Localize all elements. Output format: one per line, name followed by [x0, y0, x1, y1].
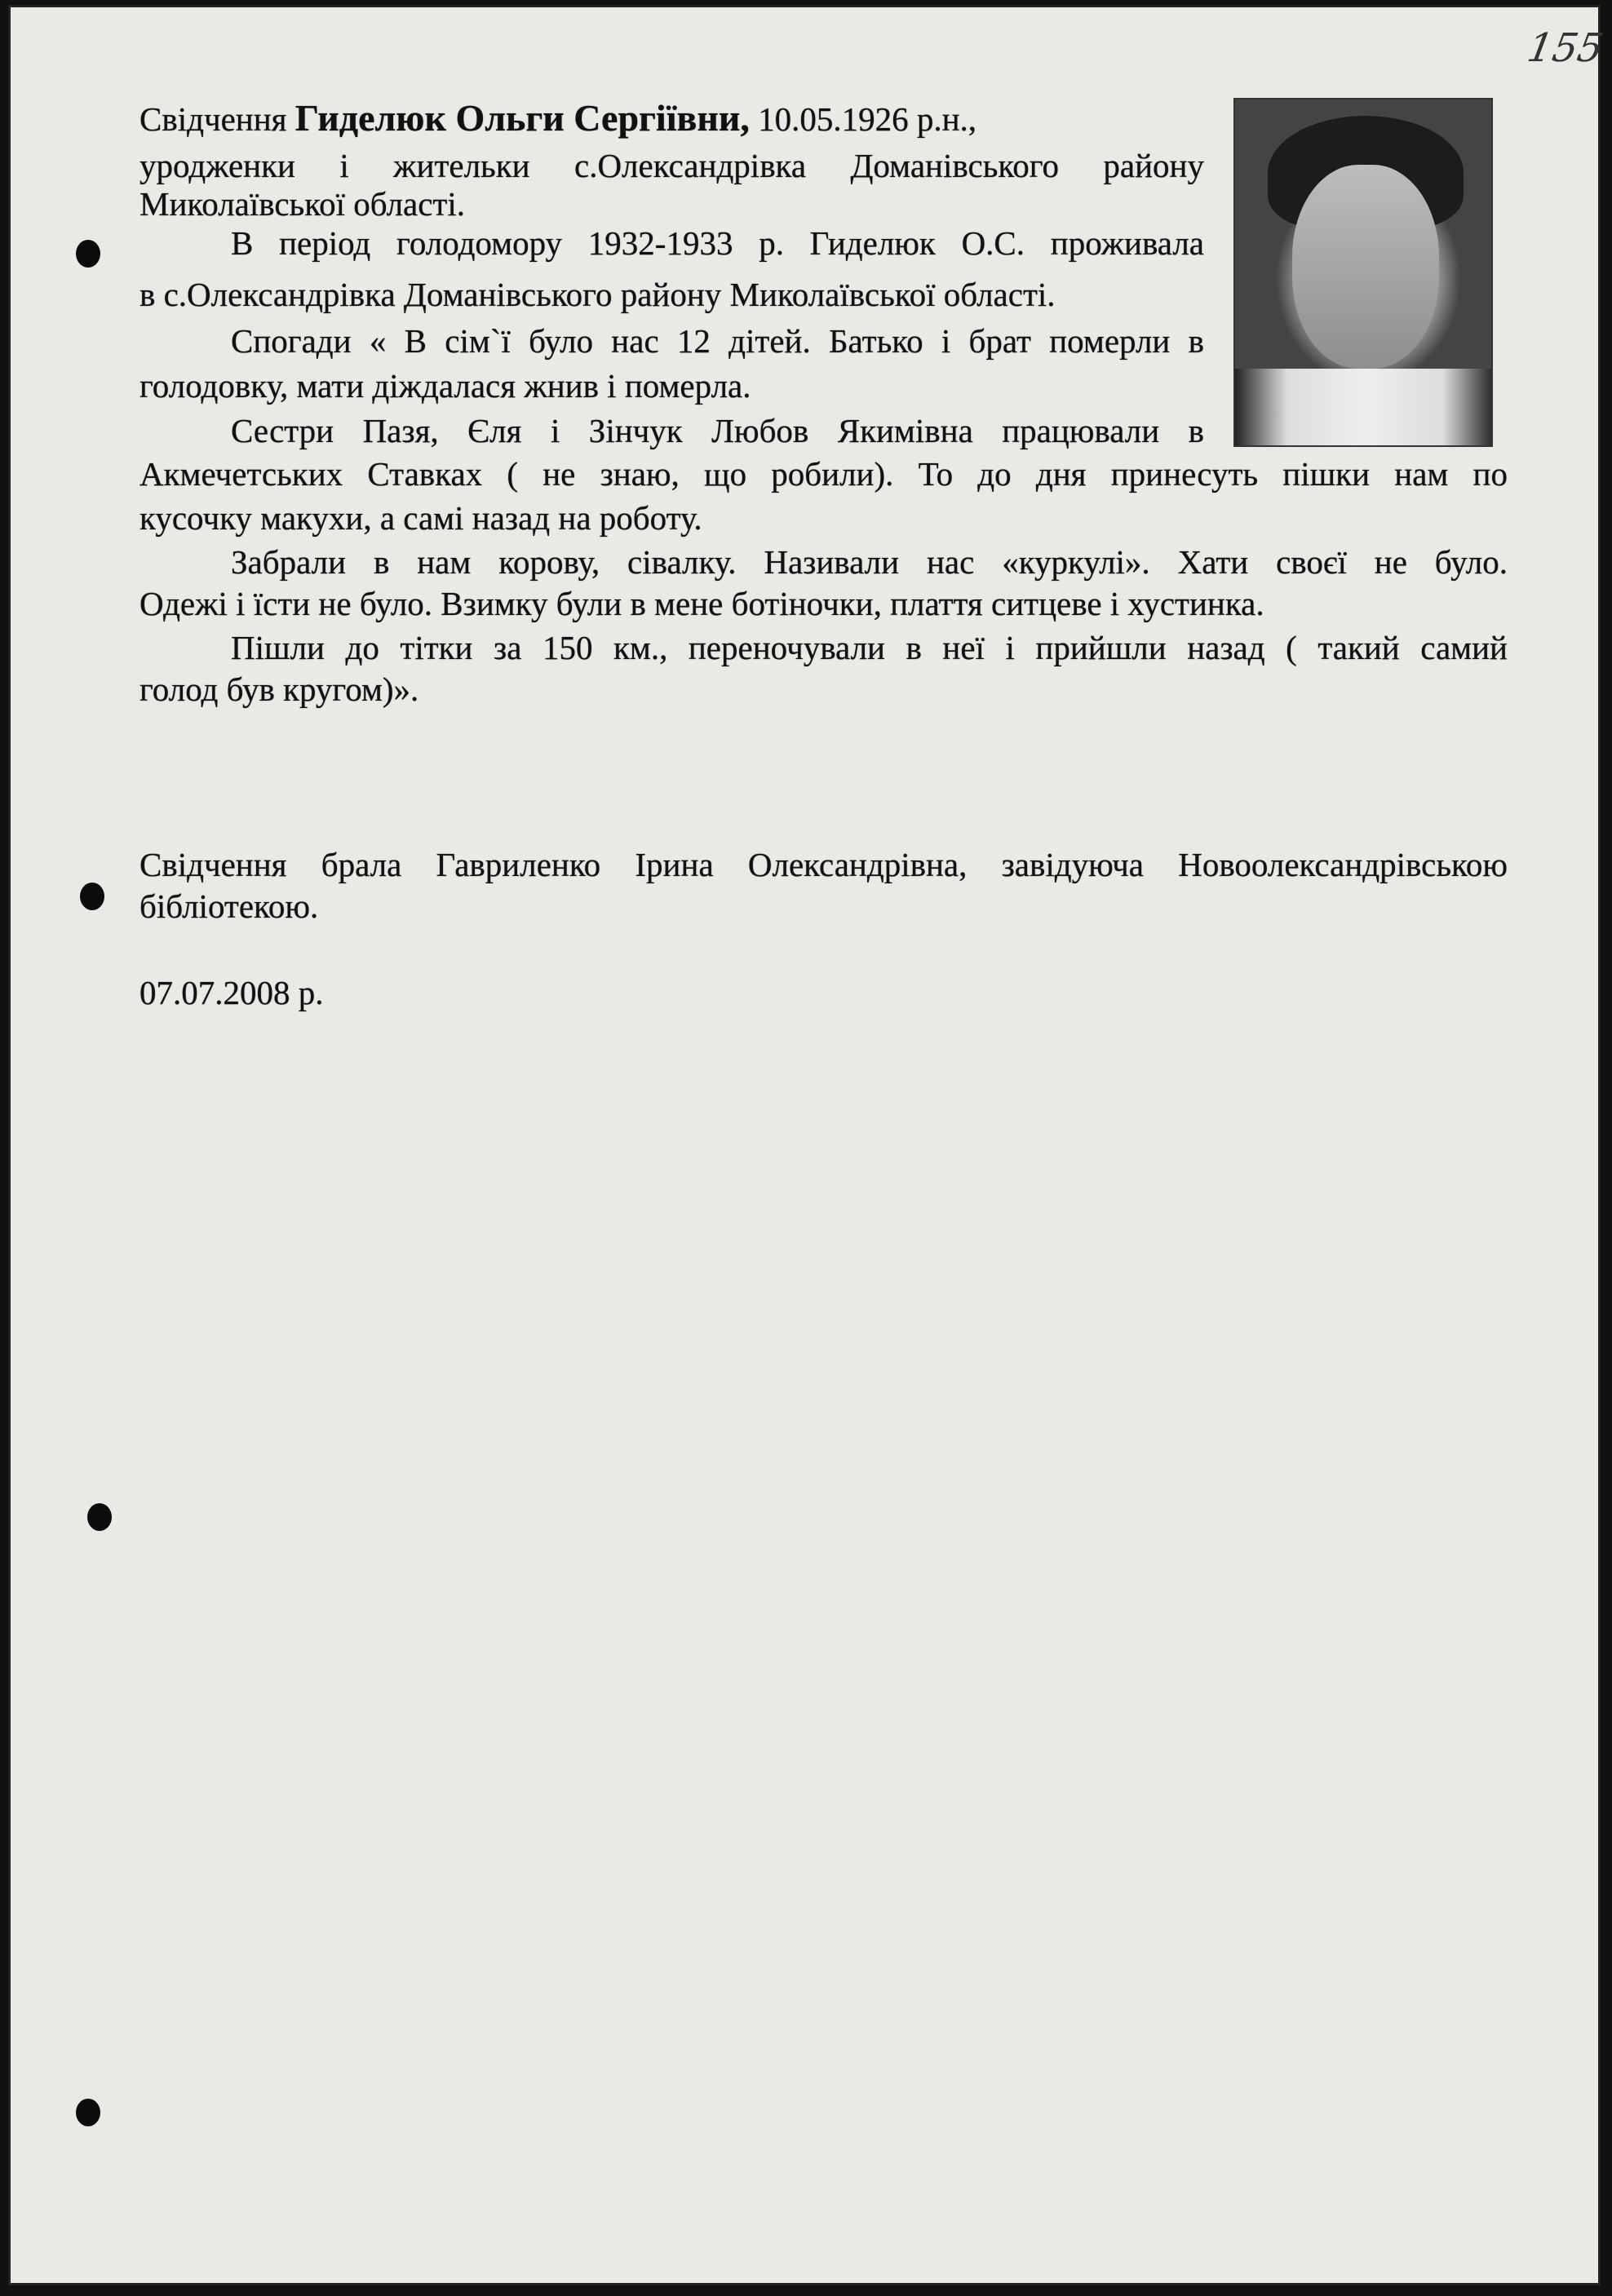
punch-hole [80, 883, 104, 910]
photo-face [1292, 165, 1439, 369]
text-line: уродженки і жительки с.Олександрівка Доманівського району [140, 147, 1204, 184]
photo-collar [1235, 369, 1493, 447]
text-line: в с.Олександрівка Доманівського району Миколаївської області. [140, 276, 1056, 313]
recorder-line: бібліотекою. [140, 887, 319, 925]
document-page [8, 5, 1607, 2285]
text-line: кусочку макухи, а самі назад на роботу. [140, 499, 702, 537]
witness-name: Гиделюк Ольги Сергіївни, [294, 97, 750, 139]
text-line: В період голодомору 1932-1933 р. Гиделюк О.С. проживала [231, 224, 1204, 262]
punch-hole [76, 240, 100, 268]
text-line: Акмечетських Ставках ( не знаю, що робили). То до дня принесуть пішки нам по [140, 455, 1508, 493]
punch-hole [76, 2099, 100, 2126]
text-line: Забрали в нам корову, сівалку. Називали нас «куркулі». Хати своєї не було. [231, 543, 1508, 581]
text-line: Спогади « В сім`ї було нас 12 дітей. Батько і брат померли в [231, 322, 1204, 360]
text-line: Пішли до тітки за 150 км., переночували в неї і прийшли назад ( такий самий [231, 629, 1508, 666]
heading-prefix: Свідчення [140, 100, 295, 138]
document-date: 07.07.2008 р. [140, 974, 324, 1011]
recorder-line: Свідчення брала Гавриленко Ірина Олександрівна, завідуюча Новоолександрівською [140, 846, 1508, 883]
text-line: Миколаївської області. [140, 185, 465, 223]
portrait-photo [1233, 98, 1493, 447]
testimony-heading [140, 99, 1204, 139]
text-line: голод був кругом)». [140, 670, 419, 708]
text-line: Сестри Пазя, Єля і Зінчук Любов Якимівна працювали в [231, 412, 1204, 449]
text-line: голодовку, мати діждалася жнив і померла. [140, 367, 751, 405]
punch-hole [87, 1503, 112, 1531]
text-line: Одежі і їсти не було. Взимку були в мене ботіночки, плаття ситцеве і хустинка. [140, 585, 1264, 622]
page-number: 155 [1524, 25, 1607, 71]
birth-date: 10.05.1926 р.н., [749, 100, 977, 138]
